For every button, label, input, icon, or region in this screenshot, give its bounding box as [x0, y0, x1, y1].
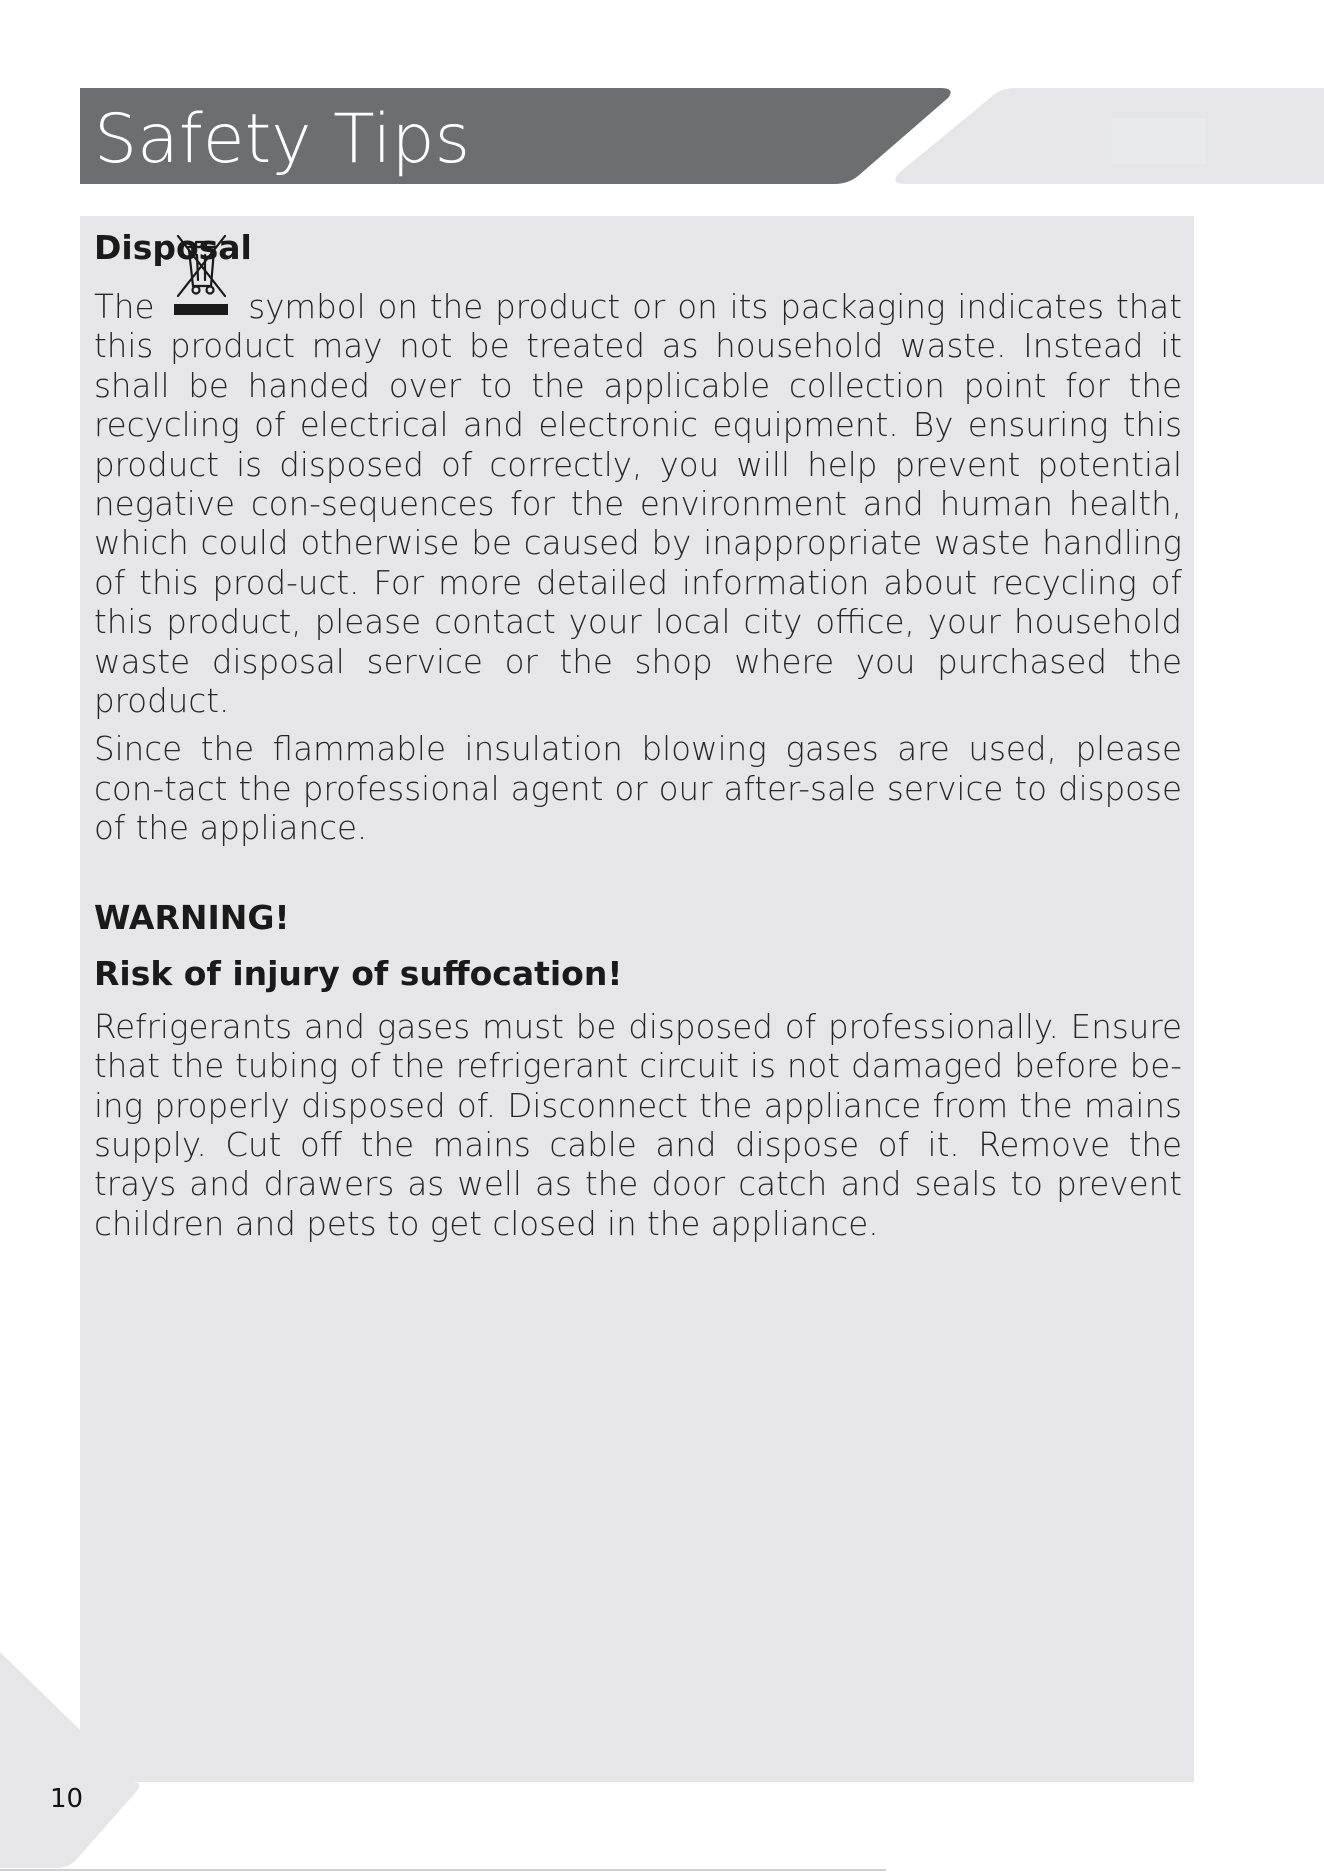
warning-subheading: Risk of injury of suffocation!	[94, 953, 623, 993]
disposal-heading: Disposal	[94, 228, 252, 267]
content-area	[94, 226, 1182, 1244]
page-title: Safety Tips	[94, 100, 471, 179]
disposal-paragraph	[94, 288, 1182, 721]
disposal-paragraph-lead: The	[94, 288, 155, 326]
header-band-right	[895, 88, 1324, 184]
disposal-paragraph-rest: symbol on the product or on its packaging indicates that this product may not be treated as household waste. Instead it shall be handed over to the applicable collection point for the recycling of electrical and electronic equipment. By ensuring this product is disposed of correctly, you will help prevent potential negative con-sequences for the environment and human health, which could otherwise be caused by inappropriate waste handling of this prod-uct. For more detailed information about recycling of this product, please contact your local city office, your household waste disposal service or the shop where you purchased the product.	[94, 288, 1182, 721]
page-number: 10	[50, 1784, 84, 1814]
header-tab	[1112, 118, 1206, 164]
warning-paragraph: Refrigerants and gases must be disposed of professionally. Ensure that the tubing of the refrigerant circuit is not damaged before be-ing properly disposed of. Disconnect the appliance from the mains supply. Cut off the mains cable and dispose of it. Remove the trays and drawers as well as the door catch and seals to prevent children and pets to get closed in the appliance.	[94, 1007, 1182, 1243]
disposal-flammable-paragraph: Since the flammable insulation blowing gases are used, please con-tact the professional agent or our after-sale service to dispose of the appliance.	[94, 730, 1182, 848]
warning-heading: WARNING!	[94, 897, 290, 937]
footer-line	[0, 1869, 886, 1871]
crossed-out-wheelie-bin-icon	[166, 288, 236, 318]
